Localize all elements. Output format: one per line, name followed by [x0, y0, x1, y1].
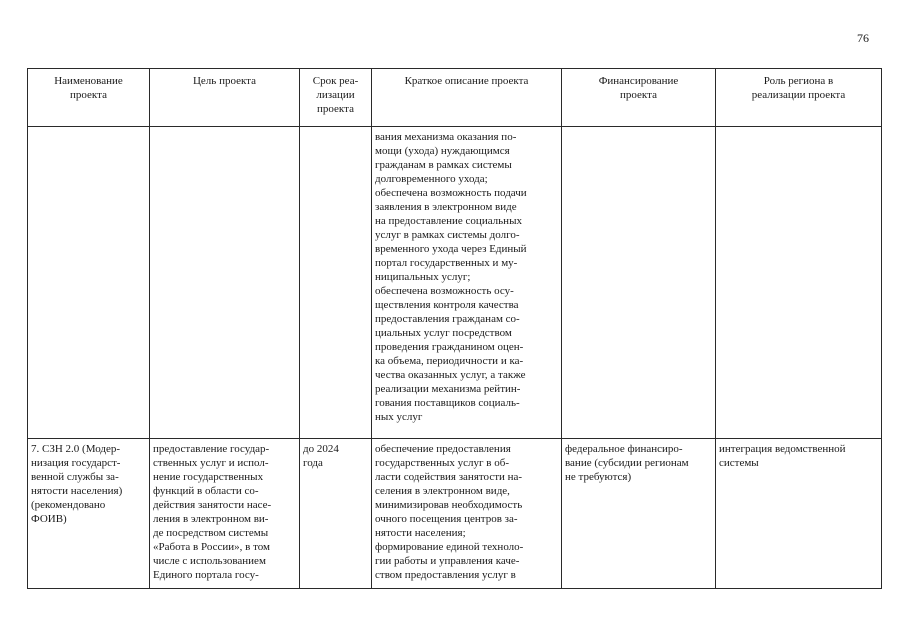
cell-region-role: интеграция ведомственной системы	[716, 439, 882, 589]
header-project-name: Наименование проекта	[28, 69, 150, 127]
cell-project-description: вания механизма оказания по- мощи (ухода) нуждающимся гражданам в рамках системы долговременного ухода; обеспечена возможность подачи заявления в электронном виде на предоставление социальных услуг в рамках системы долго- временного ухода через Единый портал государственных и му- ниципальных услуг; обеспечена возможность осу- ществления контроля качества предоставления гражданам со- циальных услуг посредством проведения гражданином оцен- ка объема, периодичности и ка- чества оказанных услуг, а также реализации механизма рейтин- гования поставщиков социаль- ных услуг	[372, 127, 562, 439]
cell-project-term: до 2024 года	[300, 439, 372, 589]
table-header-row	[28, 69, 882, 127]
cell-region-role	[716, 127, 882, 439]
header-region-role: Роль региона в реализации проекта	[716, 69, 882, 127]
table-row	[28, 127, 882, 439]
cell-project-goal	[150, 127, 300, 439]
cell-project-financing	[562, 127, 716, 439]
cell-project-name	[28, 127, 150, 439]
cell-project-name: 7. СЗН 2.0 (Модер- низация государст- венной службы за- нятости населения) (рекомендовано ФОИВ)	[28, 439, 150, 589]
header-project-description: Краткое описание проекта	[372, 69, 562, 127]
header-project-goal: Цель проекта	[150, 69, 300, 127]
cell-project-financing: федеральное финансиро- вание (субсидии регионам не требуются)	[562, 439, 716, 589]
header-project-financing: Финансирование проекта	[562, 69, 716, 127]
header-project-term: Срок реа- лизации проекта	[300, 69, 372, 127]
page-number: 76	[857, 31, 869, 45]
table-row	[28, 439, 882, 589]
cell-project-description: обеспечение предоставления государственных услуг в об- ласти содействия занятости на- селения в электронном виде, минимизировав необходимость очного посещения центров за- нятости населения; формирование единой техноло- гии работы и управления каче- ством предоставления услуг в	[372, 439, 562, 589]
cell-project-goal: предоставление государ- ственных услуг и испол- нение государственных функций в области со- действия занятости насе- ления в электронном ви- де посредством системы «Работа в России», в том числе с использованием Единого портала госу-	[150, 439, 300, 589]
cell-project-term	[300, 127, 372, 439]
project-table	[27, 68, 882, 589]
